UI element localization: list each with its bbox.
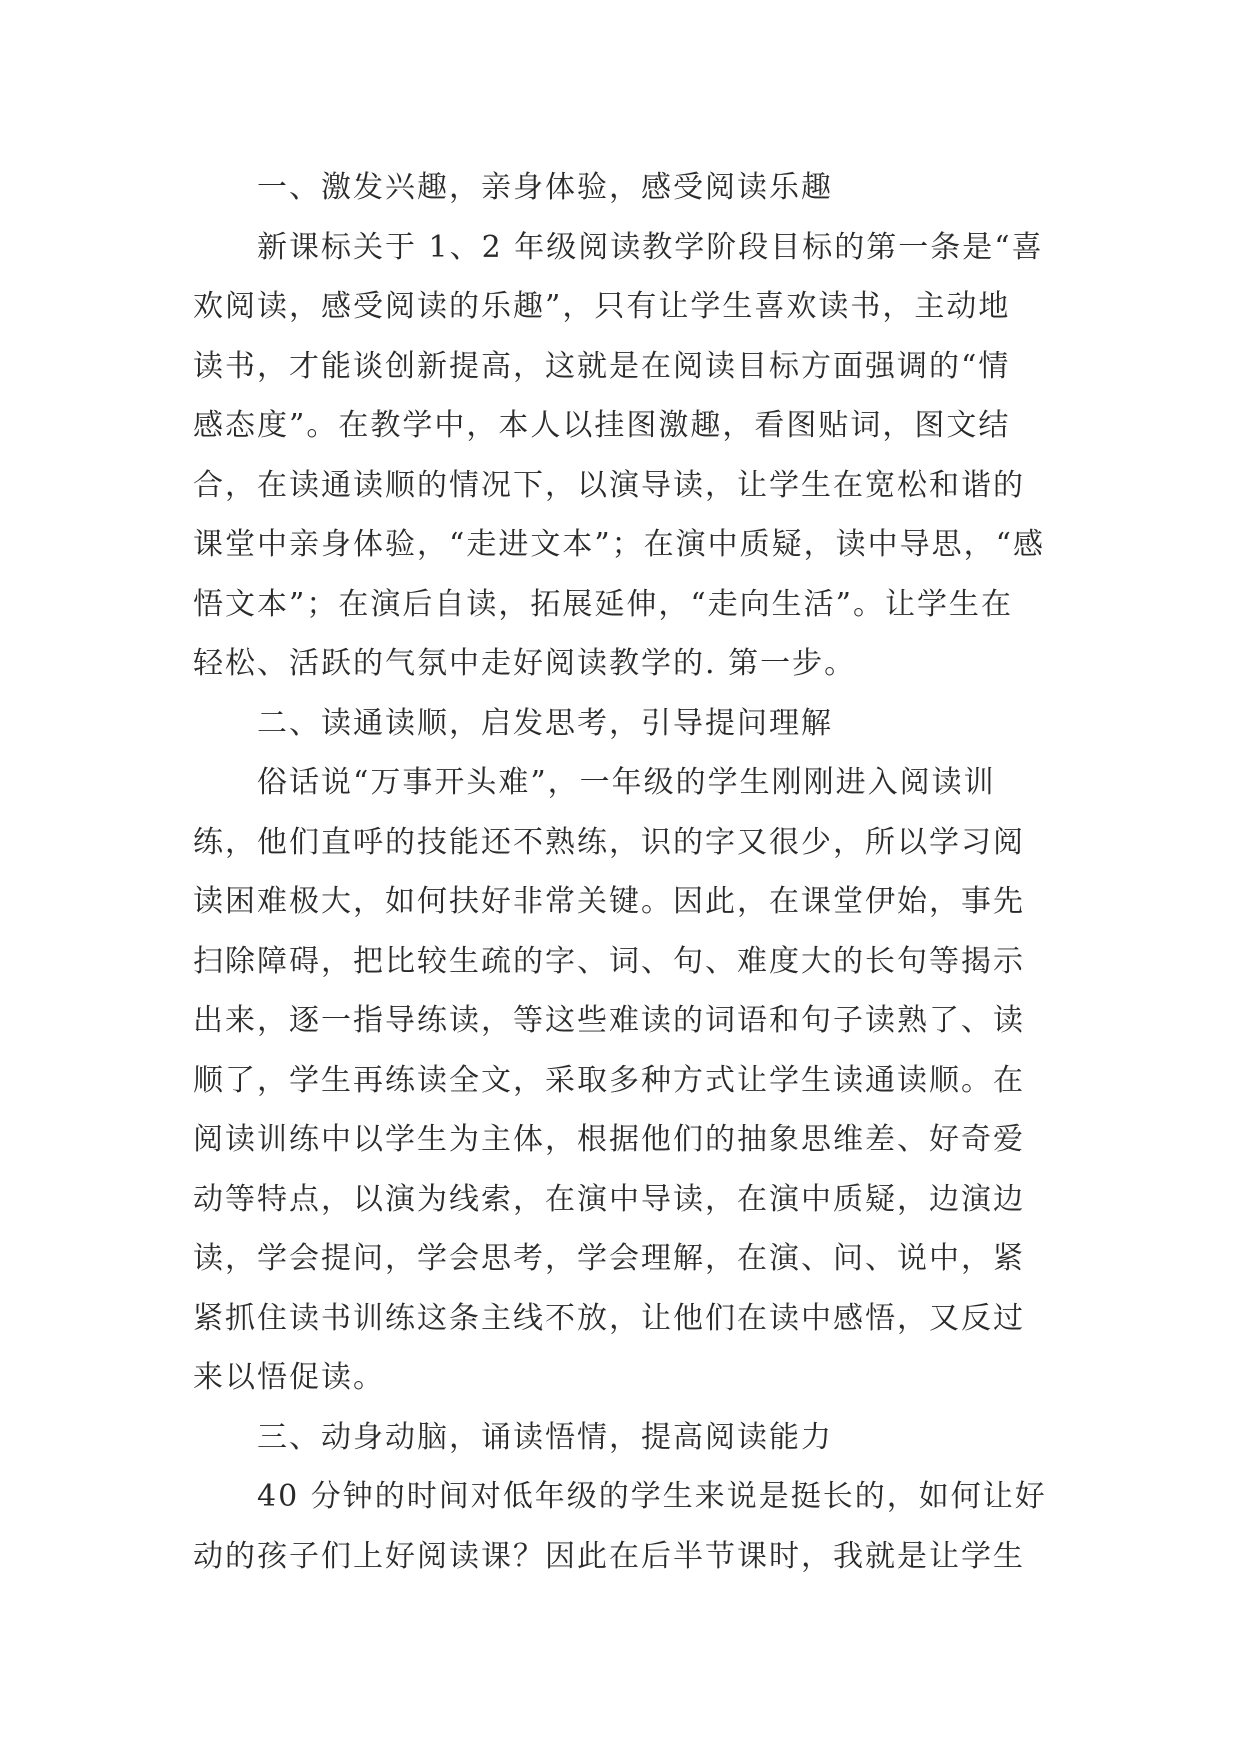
section-heading-2: 二、读通读顺，启发思考，引导提问理解 [257,705,833,741]
paragraph-line: 悟文本”；在演后自读，拓展延伸，“走向生活”。让学生在 [193,586,1014,622]
paragraph-line: 感态度”。在教学中，本人以挂图激趣，看图贴词，图文结 [193,408,1011,443]
paragraph-line: 读困难极大，如何扶好非常关键。因此，在课堂伊始，事先 [193,884,1025,919]
paragraph-line: 动的孩子们上好阅读课？因此在后半节课时，我就是让学生 [193,1538,1025,1574]
paragraph-line: 扫除障碍，把比较生疏的字、词、句、难度大的长句等揭示 [193,943,1025,979]
paragraph-line: 轻松、活跃的气氛中走好阅读教学的. 第一步。 [193,646,857,681]
paragraph-line: 来以悟促读。 [193,1360,385,1395]
paragraph-line: 出来，逐一指导练读，等这些难读的词语和句子读熟了、读 [193,1003,1025,1038]
paragraph-line: 合，在读通读顺的情况下，以演导读，让学生在宽松和谐的 [193,467,1025,503]
paragraph-line: 练，他们直呼的技能还不熟练，识的字又很少，所以学习阅 [193,824,1025,860]
paragraph-line: 40 分钟的时间对低年级的学生来说是挺长的，如何让好 [257,1479,1047,1514]
paragraph-line: 读，学会提问，学会思考，学会理解，在演、问、说中，紧 [193,1241,1025,1276]
paragraph-line: 欢阅读，感受阅读的乐趣”，只有让学生喜欢读书，主动地 [193,289,1011,324]
paragraph-line: 俗话说“万事开头难”，一年级的学生刚刚进入阅读训 [257,765,996,800]
paragraph-line: 课堂中亲身体验，“走进文本”；在演中质疑，读中导思，“感 [193,527,1046,562]
paragraph-line: 新课标关于 1、2 年级阅读教学阶段目标的第一条是“喜 [257,229,1044,265]
paragraph-line: 动等特点，以演为线索，在演中导读，在演中质疑，边演边 [193,1181,1025,1217]
paragraph-line: 读书，才能谈创新提高，这就是在阅读目标方面强调的“情 [193,348,1011,384]
paragraph-line: 紧抓住读书训练这条主线不放，让他们在读中感悟，又反过 [193,1300,1025,1336]
section-heading-3: 三、动身动脑，诵读悟情，提高阅读能力 [257,1419,833,1455]
article-body [193,158,1048,1586]
paragraph-line: 顺了，学生再练读全文，采取多种方式让学生读通读顺。在 [193,1062,1025,1098]
section-heading-1: 一、激发兴趣，亲身体验，感受阅读乐趣 [257,170,833,205]
paragraph-line: 阅读训练中以学生为主体，根据他们的抽象思维差、好奇爱 [193,1122,1025,1157]
